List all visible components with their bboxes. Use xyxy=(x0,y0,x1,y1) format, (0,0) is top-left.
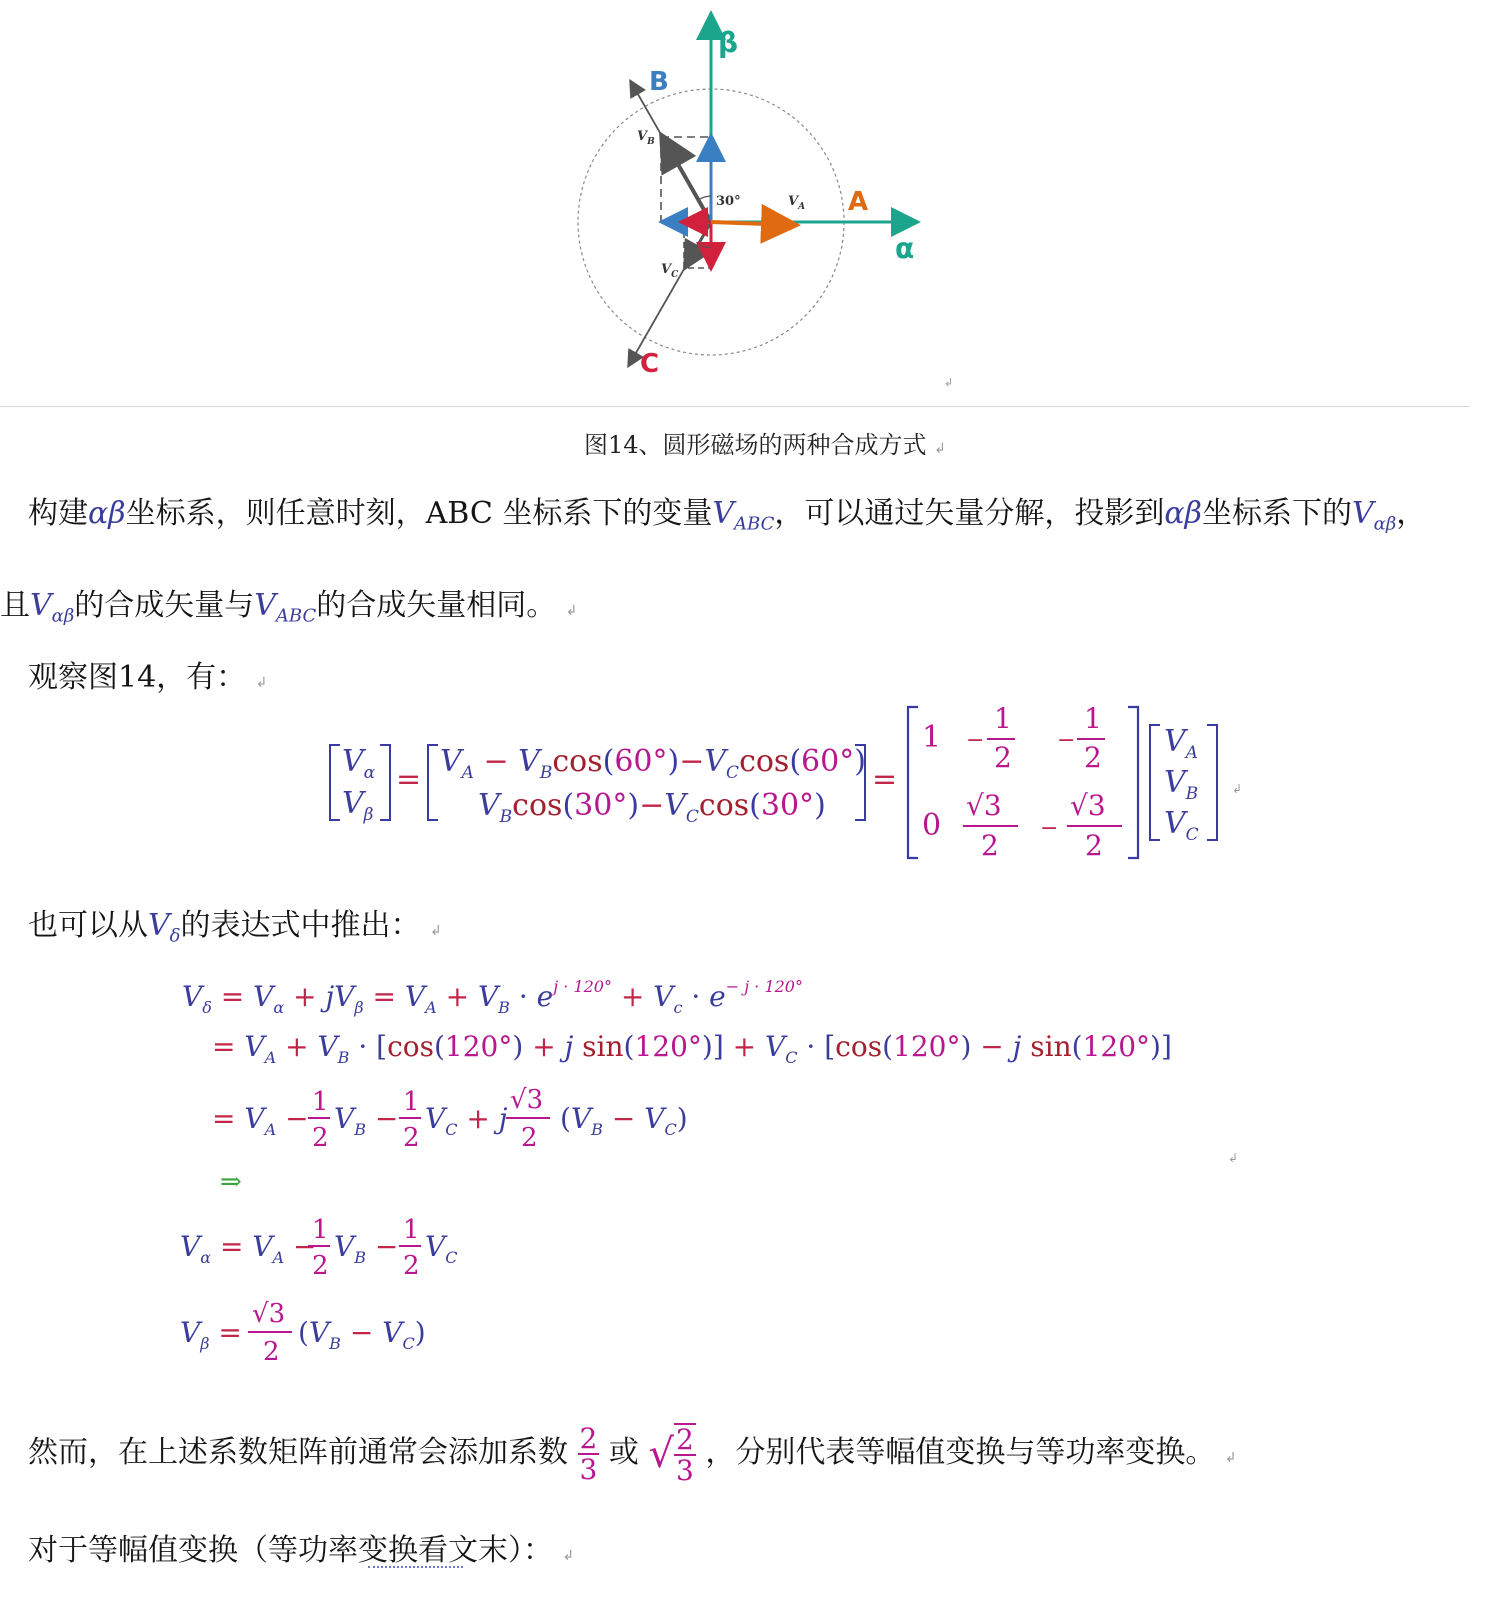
svg-text:1: 1 xyxy=(922,720,942,755)
svg-text:↲: ↲ xyxy=(1232,782,1243,796)
svg-text:√3: √3 xyxy=(252,1299,286,1329)
svg-text:1: 1 xyxy=(403,1215,420,1245)
spellcheck-underline xyxy=(368,1563,463,1568)
svg-text:0: 0 xyxy=(922,808,942,843)
paragraph-2: 且$V_{\alpha\beta}$的合成矢量与$V_{ABC}$的合成矢量相同。 ↲ xyxy=(0,588,578,627)
svg-text:2: 2 xyxy=(312,1123,329,1153)
svg-text:VC + j: $V_C + j$ xyxy=(425,1102,508,1139)
label-vb: $V_B$ xyxy=(637,129,655,147)
angle-arc-lower xyxy=(699,244,711,248)
paragraph-5: 然而，在上述系数矩阵前通常会添加系数 $\frac{2}{3}$ 或 √ $\frac{2}{3}$ ，分别代表等幅值变换与等功率变换。 ↲ xyxy=(28,1421,1237,1487)
svg-text:2: 2 xyxy=(403,1251,420,1281)
label-vc: $V_C$ xyxy=(661,262,679,280)
label-va: $V_A$ xyxy=(788,194,806,212)
paragraph-3: 观察图14，有： ↲ xyxy=(28,660,268,695)
svg-text:Vβ =: $V_\beta$ = xyxy=(180,1316,242,1353)
matrix-equation xyxy=(300,695,1260,875)
svg-text:2: 2 xyxy=(981,829,999,862)
svg-text:1: 1 xyxy=(312,1215,329,1245)
svg-text:√3: √3 xyxy=(1070,789,1106,822)
label-alpha: α xyxy=(895,232,915,265)
label-c: C xyxy=(640,349,660,379)
phasor-diagram xyxy=(0,0,1498,400)
svg-text:=: = xyxy=(396,762,422,797)
svg-text:= VA + VB · [cos(120°) + j sin: = $V_A + V_B \cdot [\cos(120^\circ) + j$ $\sin(120^\circ)] + V_C \cdot [\cos(120^\circ) - j$ sin(120°)] xyxy=(212,1030,1172,1067)
svg-text:VB: $V_B$ xyxy=(1164,765,1199,804)
svg-text:1: 1 xyxy=(994,702,1012,735)
vector-vb xyxy=(663,138,711,222)
svg-text:2: 2 xyxy=(263,1337,280,1367)
vector-vc xyxy=(686,222,711,266)
label-a: A xyxy=(848,187,869,217)
angle-arc xyxy=(698,196,711,200)
svg-text:(VB − VC): $(V_B - V_C)$ xyxy=(298,1316,426,1353)
svg-text:2: 2 xyxy=(1085,829,1103,862)
svg-text:2: 2 xyxy=(1084,741,1102,774)
derivation-block xyxy=(170,960,1270,1370)
svg-text:VB −: $V_B$ − xyxy=(334,1102,399,1139)
svg-text:⇒: ⇒ xyxy=(220,1167,242,1197)
svg-text:2: 2 xyxy=(312,1251,329,1281)
label-b: B xyxy=(649,67,669,97)
paragraph-1: 构建αβ坐标系，则任意时刻，ABC 坐标系下的变量$V_{ABC}$，可以通过矢量分解，投影到αβ坐标系下的$V_{\alpha\beta}$， xyxy=(28,496,1427,535)
svg-text:VC: $V_C$ xyxy=(425,1230,458,1267)
svg-text:1: 1 xyxy=(403,1087,420,1117)
svg-text:Vδ = Vα + jVβ = VA + VB · ej ·: $V_\delta = V_\alpha + jV_\beta = V_A + V_B \cdot e^{j \cdot 120^\circ} + V_c \cdot e^{- j \cdot 120^\circ}$ xyxy=(182,977,803,1017)
svg-text:−: − xyxy=(1057,728,1076,753)
svg-text:Vα = VA −: $V_\alpha = V_A$ − xyxy=(180,1230,317,1267)
svg-text:VA: $V_A$ xyxy=(1164,724,1198,763)
svg-text:VB −: $V_B$ − xyxy=(334,1230,399,1267)
paragraph-6: 对于等幅值变换（等功率变换看文末）： ↲ xyxy=(28,1533,575,1568)
svg-text:2: 2 xyxy=(521,1123,538,1153)
figure-caption: 图14、圆形磁场的两种合成方式 ↲ xyxy=(584,431,946,459)
svg-text:1: 1 xyxy=(312,1087,329,1117)
svg-text:2: 2 xyxy=(994,741,1012,774)
svg-text:↲: ↲ xyxy=(1228,1151,1239,1165)
svg-text:VC: $V_C$ xyxy=(1164,806,1199,845)
label-beta: β xyxy=(718,26,739,59)
svg-text:√3: √3 xyxy=(510,1085,544,1115)
svg-text:1: 1 xyxy=(1084,702,1102,735)
para-mark: ↲ xyxy=(944,376,954,389)
svg-text:−: − xyxy=(1040,816,1059,841)
svg-text:(VB − VC): $(V_B - V_C)$ xyxy=(560,1102,688,1139)
svg-text:=: = xyxy=(872,762,898,797)
figure-divider xyxy=(0,406,1470,407)
svg-text:−: − xyxy=(966,728,985,753)
svg-text:= VA −: = $V_A$ − xyxy=(212,1102,309,1139)
svg-text:√3: √3 xyxy=(966,789,1002,822)
svg-text:Vα: $V_\alpha$ xyxy=(342,744,376,783)
svg-text:VA − VBcos(60°)−VCcos(60°): $V_A - V_B\cos(60^\circ)-V_C\cos(60^\circ)$ xyxy=(440,744,866,783)
svg-text:Vβ: $V_\beta$ xyxy=(342,786,374,825)
paragraph-4: 也可以从$V_\delta$的表达式中推出： ↲ xyxy=(28,908,442,947)
label-angle: 30° xyxy=(716,194,741,209)
svg-text:2: 2 xyxy=(403,1123,420,1153)
svg-text:VBcos(30°)−VCcos(30°): $V_B\cos(30^\circ)-V_C\cos(30^\circ)$ xyxy=(478,788,826,827)
